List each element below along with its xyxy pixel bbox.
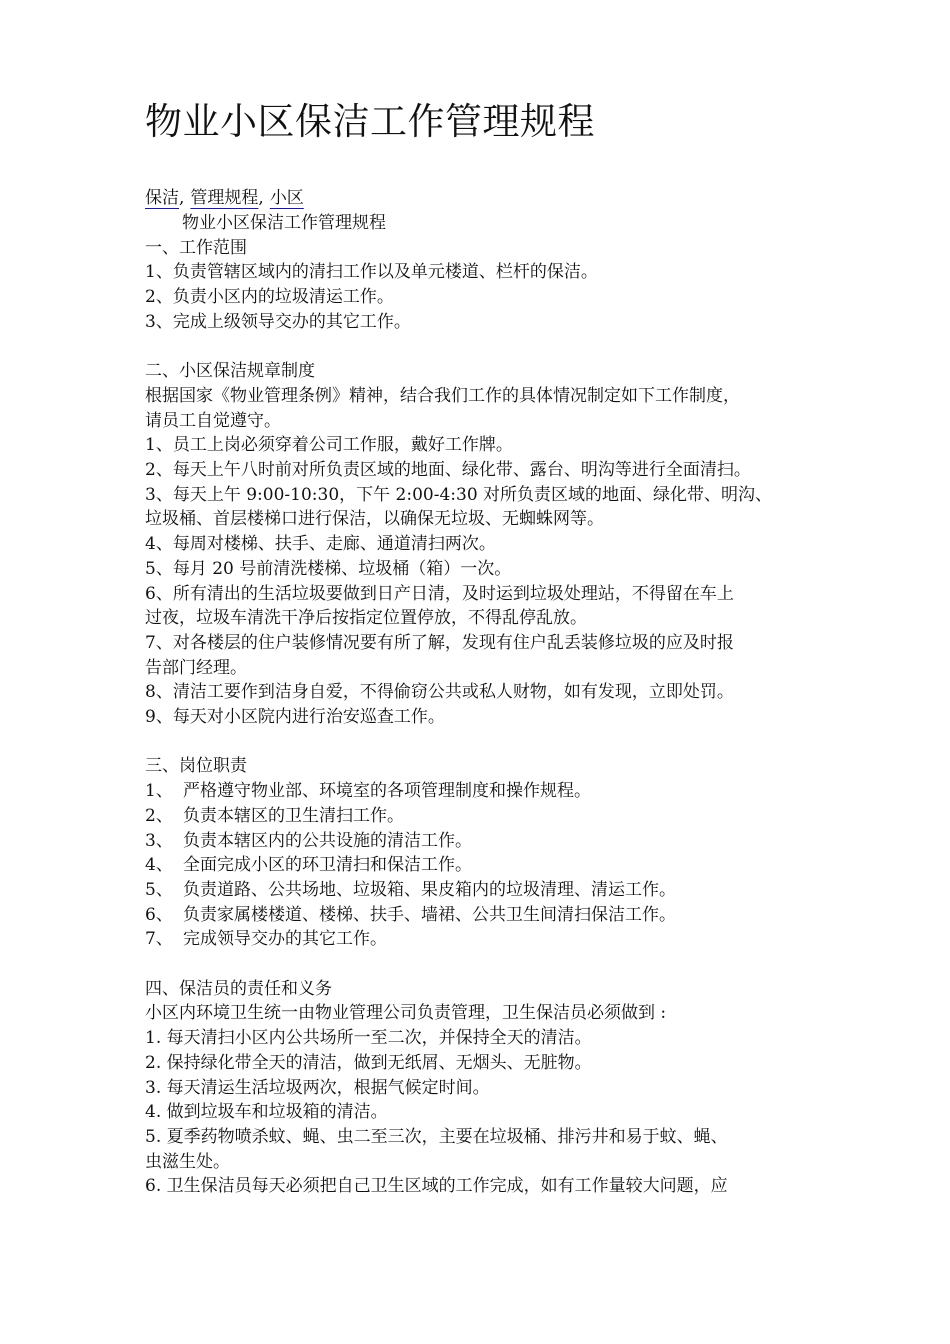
blank-line bbox=[145, 730, 825, 755]
paragraph-line: 虫滋生处。 bbox=[145, 1151, 230, 1172]
paragraph-line: 小区内环境卫生统一由物业管理公司负责管理，卫生保洁员必须做到 : bbox=[145, 1003, 667, 1024]
list-text: 严格遵守物业部、环境室的各项管理制度和操作规程。 bbox=[183, 781, 591, 802]
paragraph-line: 2. 保持绿化带全天的清洁，做到无纸屑、无烟头、无脏物。 bbox=[145, 1052, 592, 1073]
paragraph-line: 3. 每天清运生活垃圾两次，根据气候定时间。 bbox=[145, 1077, 490, 1098]
blank-line bbox=[145, 335, 825, 360]
paragraph-line: 9、每天对小区院内进行治安巡查工作。 bbox=[145, 707, 445, 728]
list-text: 全面完成小区的环卫清扫和保洁工作。 bbox=[183, 855, 472, 876]
list-number: 6、 bbox=[145, 904, 173, 925]
paragraph-line: 根据国家《物业管理条例》精神，结合我们工作的具体情况制定如下工作制度， bbox=[145, 385, 740, 406]
paragraph-line: 请员工自觉遵守。 bbox=[145, 410, 281, 431]
list-item bbox=[145, 853, 825, 878]
list-item bbox=[145, 927, 825, 952]
paragraph-line: 5、每月 20 号前清洗楼梯、垃圾桶（箱）一次。 bbox=[145, 558, 512, 579]
paragraph-line: 1、员工上岗必须穿着公司工作服，戴好工作牌。 bbox=[145, 435, 513, 456]
paragraph-line: 3、完成上级领导交办的其它工作。 bbox=[145, 311, 411, 332]
list-number: 3、 bbox=[145, 830, 173, 851]
section-heading: 二、小区保洁规章制度 bbox=[145, 361, 315, 382]
tag-link-xiaoqu[interactable]: 小区 bbox=[269, 188, 304, 208]
paragraph-line: 2、每天上午八时前对所负责区域的地面、绿化带、露台、明沟等进行全面清扫。 bbox=[145, 460, 751, 481]
paragraph-line: 1. 每天清扫小区内公共场所一至二次，并保持全天的清洁。 bbox=[145, 1028, 592, 1049]
blank-line bbox=[145, 952, 825, 977]
paragraph-line: 过夜，垃圾车清洗干净后按指定位置停放，不得乱停乱放。 bbox=[145, 608, 587, 629]
list-item bbox=[145, 903, 825, 928]
paragraph-line: 7、对各楼层的住户装修情况要有所了解，发现有住户乱丢装修垃圾的应及时报 bbox=[145, 632, 734, 653]
section-heading: 一、工作范围 bbox=[145, 237, 247, 258]
list-text: 负责本辖区内的公共设施的清洁工作。 bbox=[183, 830, 472, 851]
paragraph-line: 4、每周对楼梯、扶手、走廊、通道清扫两次。 bbox=[145, 534, 496, 555]
list-item bbox=[145, 878, 825, 903]
section-heading: 三、岗位职责 bbox=[145, 756, 247, 777]
tag-link-guanliguicheng[interactable]: 管理规程 bbox=[190, 188, 259, 208]
paragraph-line: 垃圾桶、首层楼梯口进行保洁，以确保无垃圾、无蜘蛛网等。 bbox=[145, 509, 604, 530]
paragraph-line: 8、清洁工要作到洁身自爱，不得偷窃公共或私人财物，如有发现，立即处罚。 bbox=[145, 682, 734, 703]
list-number: 1、 bbox=[145, 781, 173, 802]
list-text: 负责本辖区的卫生清扫工作。 bbox=[183, 805, 404, 826]
list-number: 2、 bbox=[145, 805, 173, 826]
tag-link-baojie[interactable]: 保洁 bbox=[145, 188, 179, 208]
paragraph-line: 4. 做到垃圾车和垃圾箱的清洁。 bbox=[145, 1102, 388, 1123]
list-text: 完成领导交办的其它工作。 bbox=[183, 929, 387, 950]
section-heading: 四、保洁员的责任和义务 bbox=[145, 978, 332, 999]
document-body bbox=[145, 211, 825, 1199]
list-number: 5、 bbox=[145, 879, 173, 900]
list-text: 负责道路、公共场地、垃圾箱、果皮箱内的垃圾清理、清运工作。 bbox=[183, 879, 676, 900]
list-number: 4、 bbox=[145, 855, 173, 876]
list-item bbox=[145, 829, 825, 854]
tag-list bbox=[145, 185, 304, 211]
tag-separator: , bbox=[258, 188, 264, 208]
document-subtitle: 物业小区保洁工作管理规程 bbox=[182, 213, 386, 233]
list-item bbox=[145, 779, 825, 804]
list-number: 7、 bbox=[145, 929, 173, 950]
list-text: 负责家属楼楼道、楼梯、扶手、墙裙、公共卫生间清扫保洁工作。 bbox=[183, 904, 676, 925]
paragraph-line: 6、所有清出的生活垃圾要做到日产日清，及时运到垃圾处理站，不得留在车上 bbox=[145, 583, 734, 604]
paragraph-line: 3、每天上午 9:00-10:30，下午 2:00-4:30 对所负责区域的地面、绿化带、明沟、 bbox=[145, 484, 773, 505]
paragraph-line: 5. 夏季药物喷杀蚊、蝇、虫二至三次，主要在垃圾桶、排污井和易于蚊、蝇、 bbox=[145, 1126, 728, 1147]
paragraph-line: 2、负责小区内的垃圾清运工作。 bbox=[145, 287, 394, 308]
list-item bbox=[145, 804, 825, 829]
tag-separator: , bbox=[179, 188, 185, 208]
document-title: 物业小区保洁工作管理规程 bbox=[145, 100, 595, 143]
paragraph-line: 6. 卫生保洁员每天必须把自己卫生区域的工作完成，如有工作量较大问题，应 bbox=[145, 1176, 728, 1197]
paragraph-line: 告部门经理。 bbox=[145, 657, 247, 678]
paragraph-line: 1、负责管辖区域内的清扫工作以及单元楼道、栏杆的保洁。 bbox=[145, 262, 598, 283]
